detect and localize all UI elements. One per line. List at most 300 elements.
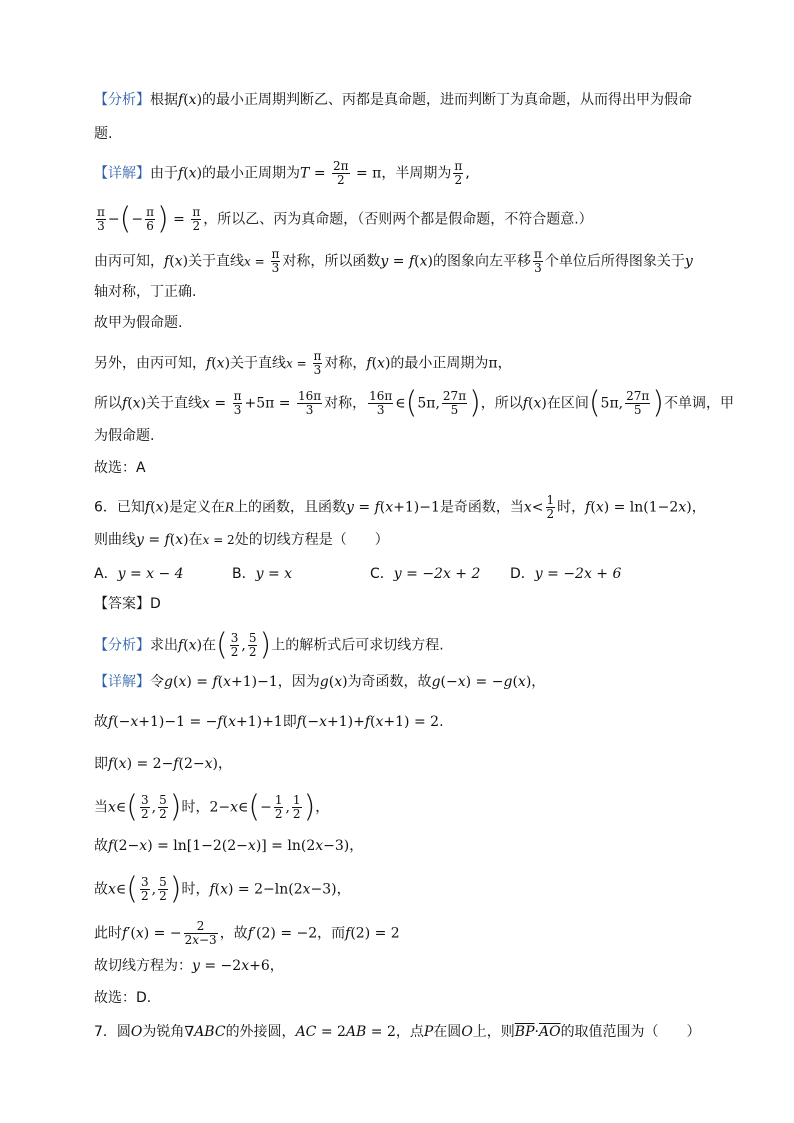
math: (	[169, 532, 176, 548]
text: 求出	[150, 637, 178, 654]
math: (	[588, 385, 601, 421]
math: x	[302, 881, 311, 898]
q5-detail-line-4	[94, 282, 196, 302]
math: x	[385, 499, 394, 516]
math: (	[328, 674, 335, 690]
math: x	[241, 958, 250, 974]
text: 在	[202, 637, 217, 654]
math: )	[259, 627, 272, 663]
math: ′(2) = −2	[252, 925, 318, 942]
math-fraction: $\frac{\pi}{6}$	[146, 205, 154, 233]
math: x	[175, 532, 184, 548]
math: f	[164, 532, 170, 548]
math: )	[183, 532, 189, 548]
math: (	[113, 756, 119, 772]
text: 另外，由丙可知，	[94, 355, 206, 372]
text: 时，	[557, 499, 586, 516]
q5-detail-line-8	[94, 426, 154, 446]
math: (	[119, 201, 132, 237]
math: $\overline{BP}$	[514, 1024, 535, 1040]
math: f	[173, 756, 179, 772]
math: =	[143, 532, 165, 548]
math: x	[108, 799, 116, 816]
text: 上，则	[472, 1024, 515, 1040]
q6-detail-line-6	[94, 871, 351, 907]
math: ∈	[395, 395, 406, 412]
math: y	[136, 532, 144, 548]
math: ) = ln(1−2	[603, 499, 679, 516]
math: R	[224, 500, 234, 515]
option-label: D．	[510, 566, 535, 582]
text: ，	[315, 799, 330, 816]
option-label: C．	[370, 566, 394, 582]
math: )	[163, 499, 169, 516]
math: x	[319, 714, 328, 730]
math-fraction: $\frac{2}{2x-3}$	[184, 919, 217, 947]
q5-analysis-line-2	[94, 124, 112, 144]
text: ，所以	[480, 395, 523, 412]
math: $\overline{AO}$	[538, 1024, 561, 1040]
q6-detail-line-7	[94, 920, 400, 947]
math: ·	[534, 1024, 539, 1040]
math: x	[188, 637, 197, 654]
option-text: y = x − 4	[117, 566, 184, 582]
math: −	[131, 211, 144, 228]
math: )	[196, 92, 203, 108]
option-label: A．	[94, 566, 118, 582]
math: g	[319, 674, 329, 690]
math: x	[188, 92, 197, 108]
math: (	[379, 499, 386, 516]
math: x	[247, 838, 256, 854]
text: 上的函数，且函数	[234, 499, 346, 516]
math: x	[286, 356, 293, 371]
math: f	[178, 92, 184, 108]
math: f	[366, 355, 372, 372]
text: 故	[94, 838, 108, 854]
detail-tag: 【详解】	[94, 674, 150, 690]
math: f	[212, 674, 218, 690]
math: π	[488, 355, 498, 372]
math: =	[168, 211, 190, 228]
math: x	[457, 674, 466, 690]
option-text: y = −2x + 6	[534, 566, 622, 582]
text: 关于直线	[188, 253, 245, 270]
math: x	[132, 395, 141, 412]
math: x	[135, 925, 144, 942]
math-fraction: $\frac{1}{2}$	[292, 793, 301, 821]
text: 为奇函数，故	[347, 674, 432, 690]
math: =	[250, 254, 269, 269]
text: ，半周期为	[381, 165, 452, 182]
math: y	[192, 958, 200, 974]
math: x	[155, 499, 164, 516]
math: x	[375, 714, 384, 730]
math: )	[469, 385, 481, 421]
math: (	[370, 714, 376, 730]
math-fraction: $\frac{1}{2}$	[546, 493, 555, 521]
math: (	[512, 674, 518, 690]
math: =	[209, 395, 231, 412]
option-label: B．	[232, 566, 256, 582]
math: (	[169, 253, 175, 270]
math-fraction: $\frac{27\pi}{5}$	[626, 389, 650, 417]
math: x	[334, 674, 343, 690]
text: 故	[94, 881, 108, 898]
math: x	[108, 881, 116, 898]
q5-analysis-line	[94, 90, 692, 110]
text: 处的切线方程是（ ）	[234, 532, 389, 548]
math: )	[652, 385, 664, 421]
math: (	[414, 253, 420, 270]
q5-choice	[94, 458, 146, 478]
math: (	[183, 92, 189, 108]
q5-detail-line-5	[94, 313, 182, 333]
math: x	[178, 674, 187, 690]
math: f	[144, 499, 151, 516]
math: AC	[295, 1024, 317, 1040]
math-fraction: $\frac{\pi}{2}$	[454, 159, 463, 187]
math: x	[202, 395, 210, 412]
math: (	[217, 674, 224, 690]
math: x	[517, 674, 526, 690]
text: ，	[217, 756, 232, 772]
text: 当	[94, 799, 108, 816]
math: x	[139, 838, 148, 854]
math-fraction: $\frac{3}{2}$	[141, 875, 149, 903]
math: f	[522, 395, 528, 412]
math: )	[196, 637, 203, 654]
math: (−	[113, 714, 131, 730]
q7-stem-line	[94, 1022, 701, 1042]
math-fraction: $\frac{5}{2}$	[159, 793, 167, 821]
math-fraction: $\frac{16\pi}{3}$	[297, 389, 322, 417]
math: f	[364, 714, 371, 730]
q6-answer	[94, 594, 161, 614]
text: 的图象向左平移	[432, 253, 531, 270]
text: .	[439, 714, 444, 730]
math: ABC	[194, 1024, 226, 1040]
text: ，而	[317, 925, 346, 942]
q6-detail-line-3	[94, 754, 232, 774]
math: +1) = 2	[383, 714, 440, 730]
math: f	[178, 165, 184, 182]
math: =	[388, 253, 409, 270]
math: g	[503, 674, 513, 690]
math: <	[531, 499, 544, 516]
math: T	[300, 165, 310, 182]
math: x	[202, 533, 210, 547]
q6-detail-line-4	[94, 789, 330, 825]
math: )	[224, 355, 231, 372]
math: x	[220, 881, 229, 898]
q5-detail-line-6	[94, 350, 512, 377]
math: (	[172, 674, 179, 690]
math-fraction: $\frac{5}{2}$	[248, 631, 257, 659]
math: )] = ln(2	[255, 838, 316, 854]
math: (2−	[113, 838, 140, 854]
math: ) = −	[143, 925, 182, 942]
math-fraction: $\frac{3}{2}$	[230, 631, 239, 659]
math: −	[260, 799, 272, 816]
text: 故选：D.	[94, 990, 152, 1006]
math: (	[216, 627, 228, 663]
math: (	[126, 871, 138, 907]
math: (	[222, 714, 229, 730]
math: x	[377, 355, 385, 372]
math: f	[108, 756, 114, 772]
math: (2−	[178, 756, 205, 772]
option-b	[232, 564, 292, 584]
text: ，	[336, 881, 351, 898]
math: (	[527, 395, 534, 412]
q6-stem-line-2	[94, 530, 389, 550]
q6-stem-line-1	[94, 494, 706, 521]
text: 是奇函数，当	[439, 499, 524, 516]
math: f	[408, 253, 415, 270]
q6-detail-line-8	[94, 956, 284, 976]
text: 由于	[150, 165, 178, 182]
text: 故甲为假命题.	[94, 315, 183, 331]
math: (	[214, 881, 221, 898]
q5-detail-line-3	[94, 248, 693, 275]
math-fraction: $\frac{1}{2}$	[274, 793, 283, 821]
text: 则曲线	[94, 532, 136, 548]
math: )	[196, 165, 203, 182]
math: f	[585, 499, 591, 516]
math: =	[353, 499, 375, 516]
math: x	[678, 499, 687, 516]
math: (	[127, 395, 133, 412]
math: x	[188, 165, 197, 182]
math-fraction: $\frac{27\pi}{5}$	[442, 389, 467, 417]
math: f	[345, 925, 351, 942]
text: ，所以乙、丙为真命题，（否则两个都是假命题，不符合题意.）	[203, 211, 593, 228]
math: +6	[249, 958, 270, 974]
math: x	[315, 838, 324, 854]
math: ,	[285, 799, 290, 816]
option-c	[370, 564, 480, 584]
text: 轴对称，丁正确.	[94, 284, 197, 300]
math: x	[419, 253, 428, 270]
math: )	[212, 756, 218, 772]
math-fraction: $\frac{\pi}{3}$	[533, 247, 542, 275]
math: (	[150, 499, 156, 516]
math: ∈	[238, 799, 249, 816]
q6-choice	[94, 988, 151, 1008]
text: 【答案】D	[94, 596, 161, 612]
q6-detail-line-2	[94, 712, 444, 732]
math: )	[156, 201, 169, 237]
math-fraction: $\frac{5}{2}$	[159, 875, 167, 903]
math: f	[296, 714, 302, 730]
math: (	[590, 499, 596, 516]
option-text: y = x	[255, 566, 293, 582]
q6-analysis-line	[94, 627, 444, 663]
math: 5π,	[417, 395, 440, 412]
q5-detail-line-7	[94, 385, 734, 421]
math: ) = 2−ln(2	[228, 881, 303, 898]
math: x	[533, 395, 542, 412]
math: x	[595, 499, 604, 516]
q6-detail-line-1	[94, 672, 545, 692]
text: 在圆	[433, 1024, 462, 1040]
math: (	[211, 355, 217, 372]
text: 对称，所以函数	[282, 253, 381, 270]
analysis-tag: 【分析】	[94, 92, 150, 108]
text: 故选：A	[94, 460, 146, 476]
math: (	[183, 165, 189, 182]
math: = 2	[209, 533, 235, 547]
text: 在	[188, 532, 203, 548]
option-a	[94, 564, 184, 584]
math: +1)−1	[393, 499, 440, 516]
math: g	[431, 674, 441, 690]
q5-detail-line-1	[94, 160, 470, 187]
text: 对称，	[324, 355, 367, 372]
math: )	[169, 871, 182, 907]
math: f	[247, 925, 253, 942]
text: 根据	[150, 92, 178, 108]
math: 5π,	[600, 395, 624, 412]
math: x	[130, 714, 139, 730]
math: ) = −	[465, 674, 504, 690]
math: (−	[440, 674, 458, 690]
math: f	[217, 714, 223, 730]
math-fraction: $\frac{16\pi}{3}$	[369, 389, 393, 417]
math: f	[108, 714, 114, 730]
math: (	[126, 789, 138, 825]
math: = 2	[316, 1024, 346, 1040]
math: f	[164, 253, 170, 270]
math: O	[130, 1024, 143, 1040]
text: 即	[282, 714, 297, 730]
math: x	[228, 714, 236, 730]
text: 故	[94, 714, 108, 730]
math: ∈	[115, 881, 127, 898]
math: y	[346, 499, 354, 516]
math: ,	[151, 799, 157, 816]
text: 是定义在	[168, 499, 225, 516]
text: 关于直线	[146, 395, 203, 412]
text: 6．已知	[94, 499, 145, 516]
text: 对称，	[324, 395, 367, 412]
text: 所以	[94, 395, 122, 412]
detail-tag: 【详解】	[94, 165, 150, 182]
math: ∈	[115, 799, 127, 816]
math: f	[209, 881, 215, 898]
math: f	[122, 925, 128, 942]
math: ,	[241, 637, 246, 654]
q5-detail-line-2	[94, 201, 593, 237]
text: ，因为	[277, 674, 320, 690]
math: +1)−1 = −	[138, 714, 218, 730]
math: 2−	[209, 799, 231, 816]
math: x	[216, 355, 225, 372]
math: x	[244, 254, 251, 269]
math: x	[174, 253, 183, 270]
text: 的最小正周期判断乙、丙都是真命题，进而判断丁为真命题，从而得出甲为假命	[202, 92, 693, 108]
text: 为假命题.	[94, 428, 155, 444]
text: 个单位后所得图象关于	[544, 253, 685, 270]
text: 此时	[94, 925, 122, 942]
math-fraction: $\frac{2\pi}{2}$	[333, 159, 349, 187]
math: ) = ln[1−2(2−	[147, 838, 248, 854]
text: ，点	[395, 1024, 424, 1040]
math: +1)+1	[235, 714, 283, 730]
math: )	[427, 253, 433, 270]
math: )	[342, 674, 348, 690]
text: ,	[465, 165, 470, 182]
text: ，	[349, 838, 364, 854]
math: = 2	[366, 1024, 396, 1040]
math: ,	[151, 881, 157, 898]
math: )	[384, 355, 391, 372]
math: (−	[301, 714, 320, 730]
math: −3)	[323, 838, 350, 854]
math-fraction: $\frac{\pi}{3}$	[233, 389, 242, 417]
math: AB	[345, 1024, 367, 1040]
math: )	[303, 789, 316, 825]
math: =	[309, 165, 331, 182]
text: ，	[269, 958, 284, 974]
text: 的最小正周期为	[390, 355, 489, 372]
text: 题.	[94, 126, 113, 142]
q6-detail-line-5	[94, 836, 363, 856]
math: f	[108, 838, 114, 854]
math: f	[374, 499, 380, 516]
math: ∇	[184, 1024, 195, 1040]
math-fraction: $\frac{3}{2}$	[141, 793, 149, 821]
text: 由丙可知，	[94, 253, 164, 270]
math: x	[118, 756, 127, 772]
math: (2) = 2	[350, 925, 400, 942]
text: 不单调，甲	[663, 395, 734, 412]
math: f	[178, 637, 184, 654]
analysis-tag: 【分析】	[94, 637, 150, 654]
text: 时，	[181, 799, 210, 816]
math: (	[371, 355, 378, 372]
math: −	[107, 211, 120, 228]
math: f	[122, 395, 128, 412]
math: )	[525, 674, 532, 690]
text: ，	[531, 674, 546, 690]
math: ) =	[186, 674, 213, 690]
math: O	[461, 1024, 473, 1040]
math: = −2	[199, 958, 242, 974]
text: 关于直线	[230, 355, 287, 372]
math: +5π =	[244, 395, 295, 412]
math: = π	[351, 165, 382, 182]
math: =	[292, 356, 311, 371]
math: )	[169, 789, 182, 825]
math-fraction: $\frac{\pi}{3}$	[97, 205, 105, 233]
text: 即	[94, 756, 108, 772]
text: 在区间	[546, 395, 589, 412]
math: )	[140, 395, 147, 412]
math: (	[405, 385, 418, 421]
math: g	[164, 674, 173, 690]
math: +1)+	[327, 714, 365, 730]
math-fraction: $\frac{\pi}{3}$	[271, 247, 280, 275]
math: y	[380, 253, 389, 270]
math-fraction: $\frac{\pi}{2}$	[192, 205, 201, 233]
option-text: y = −2x + 2	[393, 566, 481, 582]
math: y	[684, 253, 693, 270]
math: ) = 2−	[126, 756, 174, 772]
math: x	[204, 756, 213, 772]
math: )	[541, 395, 547, 412]
